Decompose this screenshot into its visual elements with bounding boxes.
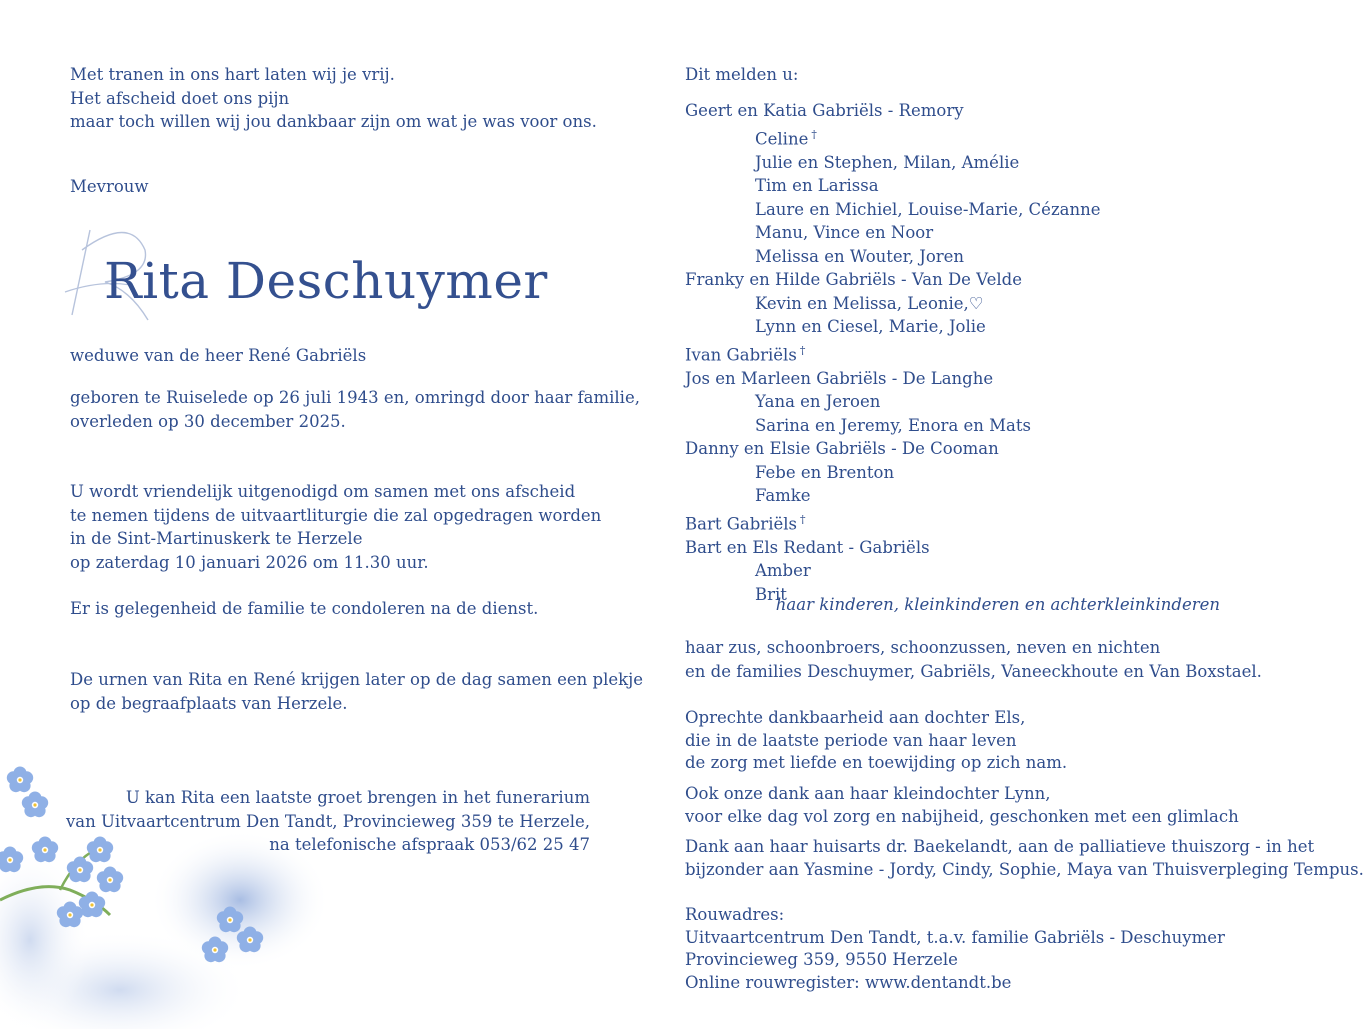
thanks-line: Dank aan haar huisarts dr. Baekelandt, aan de palliatieve thuiszorg - in het xyxy=(685,837,1315,856)
family-member-line xyxy=(685,221,1101,245)
family-list xyxy=(685,99,1101,606)
family-member-line xyxy=(685,508,1101,536)
dagger-icon: † xyxy=(799,343,806,357)
family-member-name: Geert en Katia Gabriëls - Remory xyxy=(685,101,964,120)
thanks-care xyxy=(685,836,1364,881)
mourning-address xyxy=(685,904,1225,994)
relatives-line: haar zus, schoonbroers, schoonzussen, neven en nichten xyxy=(685,638,1161,657)
thanks-line: de zorg met liefde en toewijding op zich nam. xyxy=(685,753,1068,772)
family-member-line xyxy=(685,268,1101,292)
family-member-name: Jos en Marleen Gabriëls - De Langhe xyxy=(685,368,994,388)
funerarium-line: van Uitvaartcentrum Den Tandt, Provincieweg 359 te Herzele, xyxy=(65,811,590,831)
family-member-name: Kevin en Melissa, Leonie,♡ xyxy=(755,293,984,313)
family-member-name: Bart en Els Redant - Gabriëls xyxy=(685,537,930,557)
address-line: Provincieweg 359, 9550 Herzele xyxy=(685,950,958,969)
family-member-name: Danny en Elsie Gabriëls - De Cooman xyxy=(685,439,999,458)
family-member-name: Celine xyxy=(755,129,809,148)
family-member-name: Famke xyxy=(755,486,811,505)
family-member-name: Brit xyxy=(755,584,787,604)
funerarium-line: U kan Rita een laatste groet brengen in het funerarium xyxy=(125,788,590,807)
family-member-name: Ivan Gabriëls xyxy=(685,345,797,364)
family-member-line xyxy=(685,536,1101,560)
thanks-line: Oprechte dankbaarheid aan dochter Els, xyxy=(685,708,1026,727)
descendants-line: haar kinderen, kleinkinderen en achterkleinkinderen xyxy=(775,595,1220,614)
address-line: Rouwadres: xyxy=(685,905,785,924)
thanks-line: bijzonder aan Yasmine - Jordy, Cindy, Sophie, Maya van Thuisverpleging Tempus. xyxy=(685,859,1364,879)
family-member-line xyxy=(685,245,1101,269)
family-member-line xyxy=(685,123,1101,151)
family-member-line xyxy=(685,367,1101,391)
family-member-line xyxy=(685,99,1101,123)
family-member-name: Bart Gabriëls xyxy=(685,514,797,533)
intro-line: Dit melden u: xyxy=(685,65,799,84)
family-member-line xyxy=(685,198,1101,222)
family-member-line xyxy=(685,174,1101,198)
family-member-line xyxy=(685,315,1101,339)
family-member-line xyxy=(685,151,1101,175)
invitation-line: U wordt vriendelijk uitgenodigd om samen met ons afscheid xyxy=(70,482,576,501)
thanks-line: voor elke dag vol zorg en nabijheid, geschonken met een glimlach xyxy=(685,806,1239,826)
invitation-line: te nemen tijdens de uitvaartliturgie die zal opgedragen worden xyxy=(70,505,602,525)
poem-line: Met tranen in ons hart laten wij je vrij. xyxy=(70,65,395,84)
relatives xyxy=(685,636,1262,683)
family-member-name: Manu, Vince en Noor xyxy=(755,223,934,242)
family-member-line xyxy=(685,292,1101,316)
deceased-name: Rita Deschuymer xyxy=(104,252,548,310)
thanks-line: Ook onze dank aan haar kleindochter Lynn, xyxy=(685,784,1051,803)
dagger-icon: † xyxy=(811,127,817,141)
family-member-name: Laure en Michiel, Louise-Marie, Cézanne xyxy=(755,199,1101,219)
relatives-line: en de families Deschuymer, Gabriëls, Vaneeckhoute en Van Boxstael. xyxy=(685,661,1262,681)
family-member-line xyxy=(685,437,1101,461)
online-register-link[interactable]: Online rouwregister: www.dentandt.be xyxy=(685,972,1012,992)
salutation: Mevrouw xyxy=(70,177,149,196)
family-member-name: Sarina en Jeremy, Enora en Mats xyxy=(755,415,1031,435)
family-member-name: Amber xyxy=(755,561,811,580)
urns-line: op de begraafplaats van Herzele. xyxy=(70,693,348,713)
urns-line: De urnen van Rita en René krijgen later op de dag samen een plekje xyxy=(70,670,644,689)
invitation-line: op zaterdag 10 januari 2026 om 11.30 uur. xyxy=(70,552,429,572)
condolence-note: Er is gelegenheid de familie te condoleren na de dienst. xyxy=(70,599,539,618)
family-member-name: Yana en Jeroen xyxy=(755,392,881,411)
family-member-line xyxy=(685,484,1101,508)
family-member-name: Tim en Larissa xyxy=(755,176,879,195)
poem-line: maar toch willen wij jou dankbaar zijn om wat je was voor ons. xyxy=(70,112,597,131)
family-member-line xyxy=(685,461,1101,485)
widow-line: weduwe van de heer René Gabriëls xyxy=(70,346,367,365)
family-member-line xyxy=(685,559,1101,583)
dagger-icon: † xyxy=(799,512,806,526)
birth-death-line: overleden op 30 december 2025. xyxy=(70,411,346,431)
urns-note xyxy=(70,668,643,715)
invitation-line: in de Sint-Martinuskerk te Herzele xyxy=(70,529,363,548)
thanks-granddaughter xyxy=(685,783,1239,828)
family-member-name: Julie en Stephen, Milan, Amélie xyxy=(755,152,1020,172)
family-member-name: Franky en Hilde Gabriëls - Van De Velde xyxy=(685,270,1022,289)
forget-me-not-flowers-image xyxy=(0,740,330,1029)
invitation xyxy=(70,480,601,574)
family-member-line xyxy=(685,390,1101,414)
thanks-line: die in de laatste periode van haar leven xyxy=(685,730,1017,750)
funerarium-line: na telefonische afspraak 053/62 25 47 xyxy=(269,835,590,854)
funerarium-note xyxy=(66,786,590,857)
poem xyxy=(70,63,597,134)
family-member-name: Lynn en Ciesel, Marie, Jolie xyxy=(755,317,986,336)
thanks-daughter xyxy=(685,707,1067,775)
address-line: Uitvaartcentrum Den Tandt, t.a.v. familie Gabriëls - Deschuymer xyxy=(685,927,1225,947)
family-member-line xyxy=(685,339,1101,367)
birth-death-line: geboren te Ruiselede op 26 juli 1943 en, omringd door haar familie, xyxy=(70,388,640,407)
family-member-line xyxy=(685,414,1101,438)
poem-line: Het afscheid doet ons pijn xyxy=(70,88,290,108)
birth-death-info xyxy=(70,386,640,433)
family-member-name: Melissa en Wouter, Joren xyxy=(755,246,965,266)
family-member-name: Febe en Brenton xyxy=(755,462,895,482)
